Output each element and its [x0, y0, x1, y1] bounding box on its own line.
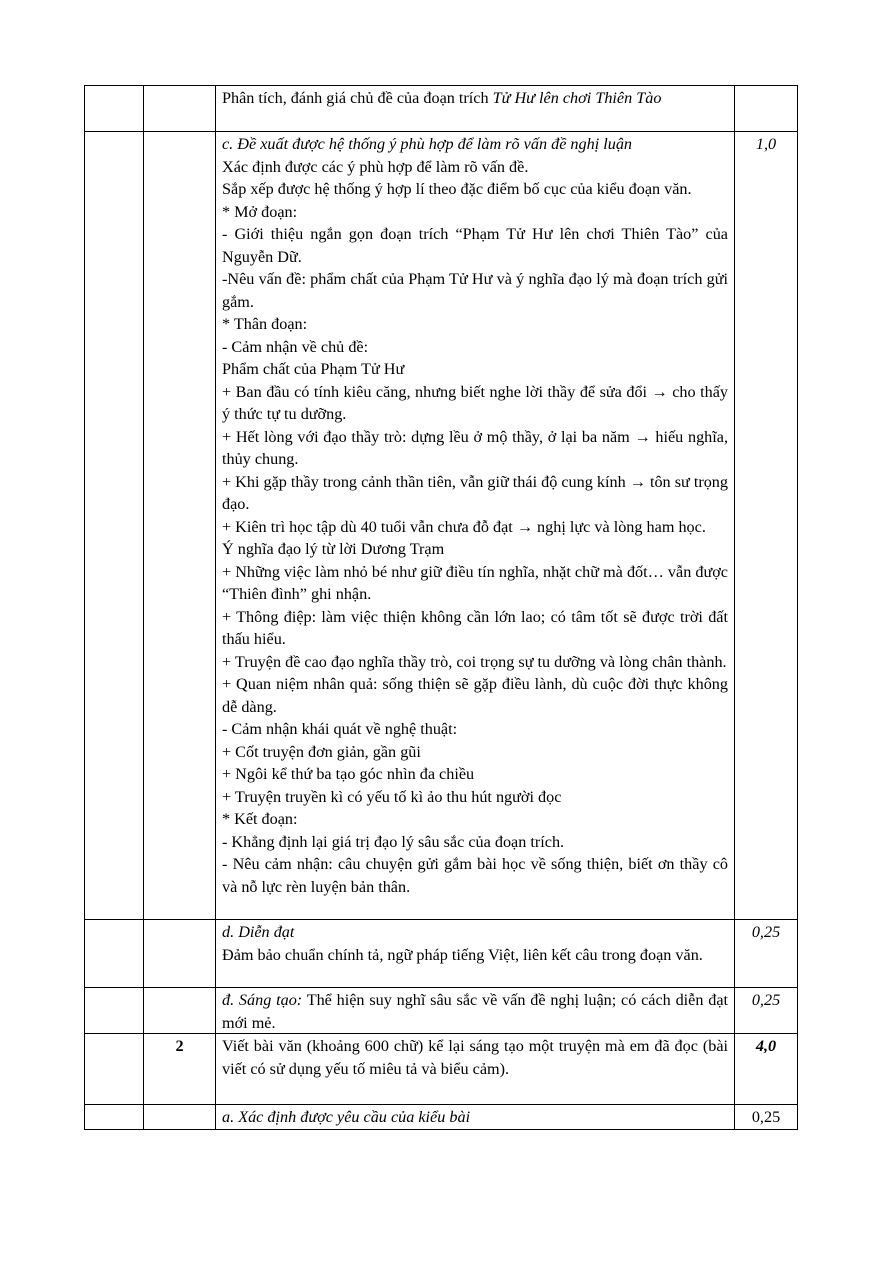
criterion-c-line: Ý nghĩa đạo lý từ lời Dương Trạm	[222, 540, 445, 558]
table-row	[85, 86, 798, 132]
criterion-c-line: + Quan niệm nhân quả: sống thiện sẽ gặp điều lành, dù cuộc đời thực không dễ dàng.	[222, 675, 728, 716]
empty-cell	[85, 988, 144, 1034]
question-2-cell	[216, 1034, 735, 1105]
table-row	[85, 1034, 798, 1105]
intro-cell	[216, 86, 735, 132]
empty-cell	[144, 988, 216, 1034]
score-cell	[735, 86, 798, 132]
criterion-c-cell	[216, 132, 735, 920]
criterion-d-cell	[216, 920, 735, 988]
criterion-c-line: + Thông điệp: làm việc thiện không cần lớn lao; có tâm tốt sẽ được trời đất thấu hiểu.	[222, 607, 728, 648]
criterion-c-line: - Khẳng định lại giá trị đạo lý sâu sắc của đoạn trích.	[222, 832, 565, 851]
criterion-c-line: - Giới thiệu ngắn gọn đoạn trích “Phạm Tử Hư lên chơi Thiên Tào” của Nguyễn Dữ.	[222, 225, 728, 266]
score-cell	[735, 132, 798, 920]
criterion-dd-score: 0,25	[751, 991, 781, 1009]
question-2-text: Viết bài văn (khoảng 600 chữ) kể lại sáng tạo một truyện mà em đã đọc (bài viết có sử dụng yếu tố miêu tả và biểu cảm).	[222, 1037, 728, 1078]
empty-cell	[85, 920, 144, 988]
criterion-c-heading: c. Đề xuất được hệ thống ý phù hợp để làm rõ vấn đề nghị luận	[222, 135, 633, 153]
criterion-dd-heading: đ. Sáng tạo:	[222, 991, 303, 1009]
criterion-c-line: * Kết đoạn:	[222, 810, 298, 828]
criterion-d-heading: d. Diễn đạt	[222, 923, 295, 941]
criterion-c-line: -Nêu vấn đề: phẩm chất của Phạm Tử Hư và ý nghĩa đạo lý mà đoạn trích gửi gắm.	[222, 270, 728, 311]
criterion-c-line: + Ban đầu có tính kiêu căng, nhưng biết nghe lời thầy để sửa đổi → cho thấy ý thức tự tu dưỡng.	[222, 382, 728, 423]
criterion-c-line: + Truyện đề cao đạo nghĩa thầy trò, coi trọng sự tu dưỡng và lòng chân thành.	[222, 652, 727, 671]
empty-cell	[85, 86, 144, 132]
criterion-c-line: * Mở đoạn:	[222, 202, 298, 221]
criterion-c-line: + Truyện truyền kì có yếu tố kì ảo thu hút người đọc	[222, 787, 562, 806]
table-row	[85, 1105, 798, 1130]
scoring-table	[84, 85, 798, 1130]
criterion-d-text: Đảm bảo chuẩn chính tả, ngữ pháp tiếng Việt, liên kết câu trong đoạn văn.	[222, 945, 703, 964]
criterion-a-cell	[216, 1105, 735, 1130]
empty-cell	[144, 86, 216, 132]
intro-text: Phân tích, đánh giá chủ đề của đoạn trích	[222, 89, 493, 107]
criterion-c-line: - Cảm nhận khái quát về nghệ thuật:	[222, 720, 458, 738]
table-row	[85, 132, 798, 920]
criterion-c-line: - Cảm nhận về chủ đề:	[222, 337, 369, 356]
score-cell	[735, 920, 798, 988]
criterion-c-line: Phẩm chất của Phạm Tử Hư	[222, 360, 405, 378]
score-cell	[735, 1034, 798, 1105]
criterion-c-line: Sắp xếp được hệ thống ý hợp lí theo đặc điểm bố cục của kiểu đoạn văn.	[222, 180, 692, 198]
criterion-c-line: Xác định được các ý phù hợp để làm rõ vấn đề.	[222, 157, 529, 176]
criterion-a-heading: a. Xác định được yêu cầu của kiểu bài	[222, 1108, 471, 1126]
criterion-dd-text: Thể hiện suy nghĩ sâu sắc về vấn đề nghị luận; có cách diễn đạt mới mẻ.	[222, 991, 729, 1032]
table-row	[85, 920, 798, 988]
question-2-number: 2	[175, 1037, 184, 1055]
criterion-c-line: + Những việc làm nhỏ bé như giữ điều tín nghĩa, nhặt chữ mà đốt… vẫn được “Thiên đình” ghi nhận.	[222, 562, 728, 603]
criterion-c-line: + Khi gặp thầy trong cảnh thần tiên, vẫn giữ thái độ cung kính → tôn sư trọng đạo.	[222, 472, 728, 513]
question-2-score: 4,0	[755, 1037, 777, 1055]
empty-cell	[144, 1105, 216, 1130]
criterion-d-score: 0,25	[751, 923, 781, 941]
criterion-c-line: * Thân đoạn:	[222, 315, 308, 333]
empty-cell	[85, 1105, 144, 1130]
score-cell	[735, 1105, 798, 1130]
empty-cell	[85, 132, 144, 920]
criterion-c-line: + Hết lòng với đạo thầy trò: dựng lều ở mộ thầy, ở lại ba năm → hiếu nghĩa, thủy chung.	[222, 427, 728, 468]
criterion-dd-cell	[216, 988, 735, 1034]
criterion-c-line: + Kiên trì học tập dù 40 tuổi vẫn chưa đỗ đạt → nghị lực và lòng ham học.	[222, 517, 706, 536]
criterion-c-line: + Cốt truyện đơn giản, gần gũi	[222, 742, 421, 761]
intro-work-title: Tử Hư lên chơi Thiên Tào	[492, 89, 662, 107]
empty-cell	[144, 132, 216, 920]
empty-cell	[85, 1034, 144, 1105]
criterion-c-line: - Nêu cảm nhận: câu chuyện gửi gắm bài học về sống thiện, biết ơn thầy cô và nỗ lực rèn luyện bản thân.	[222, 855, 728, 896]
criterion-a-score: 0,25	[751, 1108, 781, 1126]
criterion-c-line: + Ngôi kể thứ ba tạo góc nhìn đa chiều	[222, 765, 475, 783]
table-row	[85, 988, 798, 1034]
question-number-cell	[144, 1034, 216, 1105]
score-cell	[735, 988, 798, 1034]
criterion-c-score: 1,0	[755, 135, 777, 153]
empty-cell	[144, 920, 216, 988]
